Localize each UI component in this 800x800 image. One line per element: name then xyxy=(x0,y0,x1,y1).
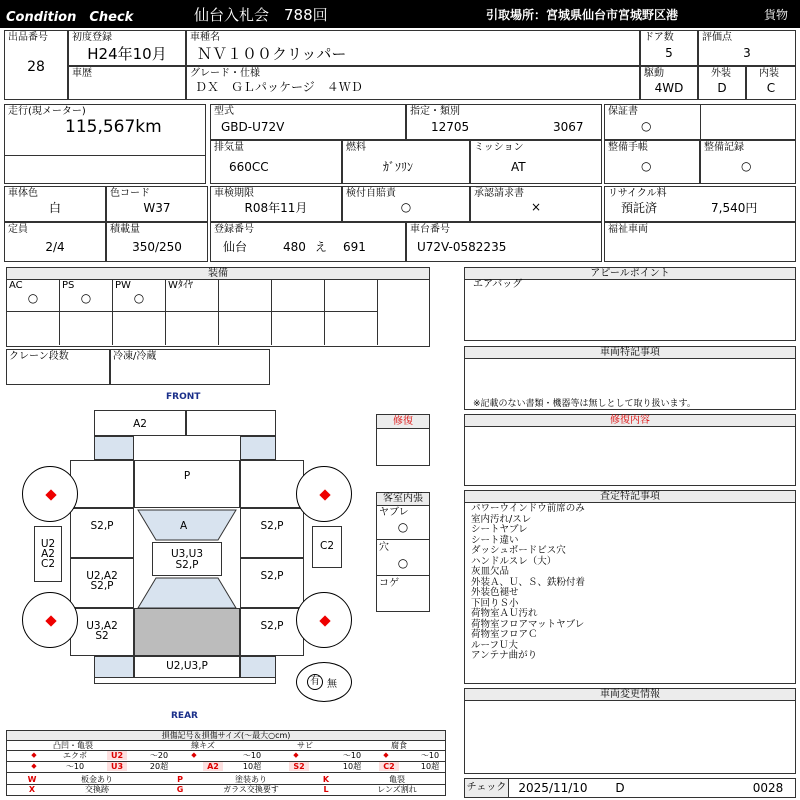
legend-code: C2 xyxy=(379,762,399,771)
mission-cell xyxy=(470,140,602,184)
approval-cell xyxy=(470,186,602,222)
load-cell xyxy=(106,222,208,262)
legend-size: ～10 xyxy=(342,751,362,760)
legend-group-corrosion: 腐食 xyxy=(391,741,407,750)
service-record-cell xyxy=(700,140,796,184)
panel-rear-door-right-label: S2,P xyxy=(260,570,284,582)
check-row xyxy=(464,778,796,798)
panel-rear-window[interactable] xyxy=(134,576,240,610)
model-name: ＮＶ１００クリッパー xyxy=(197,45,347,63)
doors-cell xyxy=(640,30,698,66)
panel-rear-door-left[interactable] xyxy=(70,558,134,608)
equipment-empty xyxy=(219,312,272,345)
panel-rear-quarter-left[interactable] xyxy=(70,608,134,656)
legend-size: 10超 xyxy=(242,762,262,771)
panel-taillight-left[interactable] xyxy=(94,656,134,678)
wheel-rear-left-icon[interactable] xyxy=(22,592,78,648)
recycle-label: リサイクル料 xyxy=(608,188,667,199)
service-book-cell xyxy=(604,140,700,184)
cabin-burn-label: コゲ xyxy=(379,578,399,589)
lot-cell xyxy=(4,30,68,100)
warranty-divider xyxy=(700,105,701,139)
panel-front-bumper-left[interactable] xyxy=(94,410,186,436)
panel-headlight-left[interactable] xyxy=(94,436,134,460)
repair-detail-title: 修復内容 xyxy=(465,415,795,427)
appeal-text: エアバッグ xyxy=(473,279,523,290)
exterior-label: 外装 xyxy=(711,68,731,79)
exterior-cell xyxy=(698,66,746,100)
equipment-empty xyxy=(219,280,272,312)
panel-headlight-right[interactable] xyxy=(240,436,276,460)
legend-group-rust: サビ xyxy=(297,741,313,750)
legend-size: ～10 xyxy=(420,751,440,760)
equipment-pw-mark: ○ xyxy=(133,291,145,305)
diamond-icon: ◆ xyxy=(191,751,197,759)
first-reg-label: 初度登録 xyxy=(72,32,112,43)
wheel-front-right-icon[interactable] xyxy=(296,466,352,522)
panel-front-door-right-label: S2,P xyxy=(260,520,284,532)
lot-label: 出品番号 xyxy=(8,32,48,43)
displacement-cell xyxy=(210,140,342,184)
legend-code: U2 xyxy=(107,751,127,760)
panel-rear-gate[interactable] xyxy=(134,608,240,656)
panel-rear-quarter-right-label: S2,P xyxy=(260,620,284,632)
panel-side-left[interactable] xyxy=(34,526,62,582)
inspection-note: 荷物室フロアＣ xyxy=(471,629,538,640)
chassis-value: U72V-0582235 xyxy=(417,240,507,254)
inspection-note: パワーウインドウ前席のみ xyxy=(471,503,585,514)
mileage-cell xyxy=(4,104,206,184)
wheel-rear-right-icon[interactable] xyxy=(296,592,352,648)
header-bar xyxy=(0,0,800,28)
service-record-label: 整備記録 xyxy=(704,142,744,153)
liability-label: 検付自賠責 xyxy=(346,188,396,199)
equipment-empty xyxy=(272,312,325,345)
legend-size: ～10 xyxy=(242,751,262,760)
check-grade: D xyxy=(615,781,625,795)
cabin-divider xyxy=(377,575,429,576)
legend-code: K xyxy=(322,775,330,784)
panel-rear-bumper[interactable] xyxy=(134,656,240,678)
load-label: 積載量 xyxy=(110,224,140,235)
mission-value: AT xyxy=(511,160,526,174)
inspection-label: 車検期限 xyxy=(214,188,254,199)
legend-desc: 塗装あり xyxy=(235,775,267,784)
inspection-note: シートヤブレ xyxy=(471,524,528,535)
history-label: 車歴 xyxy=(72,68,92,79)
legend-desc: 亀裂 xyxy=(389,775,405,784)
inspection-note: 室内汚れ/スレ xyxy=(471,513,532,525)
body-color-value: 白 xyxy=(48,201,61,215)
drive-value: 4WD xyxy=(654,81,684,95)
special-box xyxy=(464,346,796,410)
reg-no-label: 登録番号 xyxy=(214,224,254,235)
inspection-note: 下回りＳ小 xyxy=(471,597,519,609)
inspection-note: アンテナ曲がり xyxy=(471,650,538,661)
model-label: 車種名 xyxy=(190,32,220,43)
special-note: ※記載のない書類・機器等は無しとして取り扱います。 xyxy=(473,399,696,409)
panel-front-fender-right[interactable] xyxy=(240,460,304,508)
inspection-value: R08年11月 xyxy=(244,201,308,215)
panel-taillight-right[interactable] xyxy=(240,656,276,678)
cargo-label: 貨物 xyxy=(764,8,789,22)
legend-group-dent: 凸凹・亀裂 xyxy=(53,741,93,750)
crane-label: クレーン段数 xyxy=(9,351,69,362)
warranty-mark: ○ xyxy=(641,119,652,133)
warranty-cell xyxy=(604,104,796,140)
equipment-ps-mark: ○ xyxy=(80,291,92,305)
inspection-note: 荷物室フロアマットヤブレ xyxy=(471,618,585,630)
inspection-note: 外装Ａ、Ｕ、Ｓ、鉄粉付着 xyxy=(471,576,586,588)
history-cell xyxy=(68,66,186,100)
mileage-label: 走行(現メーター) xyxy=(8,106,86,117)
legend-size: ～20 xyxy=(149,751,169,760)
diamond-icon: ◆ xyxy=(31,751,37,759)
grade-value: ＤＸ ＧＬパッケージ ４ＷＤ xyxy=(195,80,363,94)
repair-box-title: 修復 xyxy=(377,415,429,429)
inspection-notes-box xyxy=(464,490,796,684)
reg-class: 480 xyxy=(283,240,306,254)
body-color-label: 車体色 xyxy=(8,188,38,199)
legend-desc: ガラス交換要す xyxy=(223,785,279,794)
equipment-ac-mark: ○ xyxy=(27,291,39,305)
repair-box xyxy=(376,414,430,466)
panel-hood-label: P xyxy=(183,470,191,482)
designation-cell xyxy=(406,104,602,140)
legend-desc: レンズ割れ xyxy=(377,785,417,794)
color-code-cell xyxy=(106,186,208,222)
mileage-divider xyxy=(5,155,205,156)
designation-label: 指定・類別 xyxy=(410,106,460,117)
inspection-notes-list xyxy=(471,504,585,662)
equipment-ac-label: AC xyxy=(9,280,23,291)
equipment-item-ps xyxy=(60,280,113,312)
equipment-item-ac xyxy=(7,280,60,312)
interior-cell xyxy=(746,66,796,100)
equipment-title: 装備 xyxy=(7,268,429,280)
grade-cell xyxy=(186,66,640,100)
repair-detail-box xyxy=(464,414,796,486)
legend-size: 10超 xyxy=(342,762,362,771)
special-title: 車両特記事項 xyxy=(465,347,795,359)
score-cell xyxy=(698,30,796,66)
equipment-empty xyxy=(272,280,325,312)
panel-rear-door-right[interactable] xyxy=(240,558,304,608)
cabin-box xyxy=(376,492,430,612)
drive-cell xyxy=(640,66,698,100)
panel-front-door-right[interactable] xyxy=(240,508,304,558)
check-label: チェック xyxy=(465,779,509,797)
service-book-mark: ○ xyxy=(641,159,652,173)
diamond-icon: ◆ xyxy=(383,751,389,759)
legend-row-1 xyxy=(7,751,445,762)
equipment-grid xyxy=(7,280,429,344)
chassis-cell xyxy=(406,222,602,262)
legend-code: P xyxy=(177,775,183,784)
crane-cell xyxy=(6,349,110,385)
lot-number: 28 xyxy=(27,59,45,75)
reg-kana: え xyxy=(315,240,328,254)
load-value: 350/250 xyxy=(132,240,182,254)
reg-no-cell xyxy=(210,222,406,262)
designation-a: 12705 xyxy=(431,120,470,134)
freezer-cell xyxy=(110,349,270,385)
check-date: 2025/11/10 xyxy=(518,781,588,795)
liability-cell xyxy=(342,186,470,222)
body-color-cell xyxy=(4,186,106,222)
liability-mark: ○ xyxy=(400,200,412,214)
cabin-divider xyxy=(377,539,429,540)
brand-title: Condition Check xyxy=(6,10,134,25)
panel-hood[interactable] xyxy=(134,460,240,508)
designation-b: 3067 xyxy=(553,120,584,134)
change-info-box xyxy=(464,688,796,774)
rear-label: REAR xyxy=(171,711,198,721)
drive-label: 駆動 xyxy=(644,68,664,79)
freezer-label: 冷凍/冷蔵 xyxy=(113,351,157,362)
score-value: 3 xyxy=(743,46,751,60)
type-value: GBD-U72V xyxy=(221,120,285,134)
legend-row-2 xyxy=(7,762,445,773)
recycle-fee: 7,540円 xyxy=(711,201,758,215)
pickup-location: 引取場所：宮城県仙台市宮城野区港 xyxy=(486,8,679,22)
fuel-label: 燃料 xyxy=(346,142,366,153)
legend-size: 20超 xyxy=(149,762,169,771)
inspection-note: ハンドルスレ（大） xyxy=(471,555,557,567)
panel-roof[interactable] xyxy=(152,542,222,576)
inspection-note: ダッシュボードビス穴 xyxy=(471,545,566,556)
cabin-title: 客室内張 xyxy=(377,493,429,506)
auction-title: 仙台入札会 788回 xyxy=(194,6,328,24)
capacity-cell xyxy=(4,222,106,262)
interior-label: 内装 xyxy=(759,68,779,79)
approval-label: 承認請求書 xyxy=(474,188,524,199)
spare-yes: 有 xyxy=(307,674,323,690)
equipment-item-wtire xyxy=(166,280,219,312)
chassis-label: 車台番号 xyxy=(410,224,450,235)
legend-row-3 xyxy=(7,775,445,785)
reg-num: 691 xyxy=(343,240,366,254)
first-reg-value: H24年10月 xyxy=(87,45,167,63)
inspection-notes-title: 査定特記事項 xyxy=(465,491,795,503)
inspection-note: シート違い xyxy=(471,534,519,546)
legend-box xyxy=(6,730,446,796)
doors-value: 5 xyxy=(665,46,673,60)
equipment-empty xyxy=(7,312,60,345)
fuel-cell xyxy=(342,140,470,184)
equipment-wtire-label: Wﾀｲﾔ xyxy=(168,280,193,291)
equipment-empty xyxy=(113,312,166,345)
reg-city: 仙台 xyxy=(223,240,248,254)
equipment-empty xyxy=(325,280,378,312)
legend-group-scratch: 線キズ xyxy=(191,741,215,750)
panel-front-bumper-right[interactable] xyxy=(186,410,276,436)
legend-size: ～10 xyxy=(65,762,85,771)
appeal-box xyxy=(464,267,796,341)
panel-side-right-label: C2 xyxy=(319,540,334,552)
service-record-mark: ○ xyxy=(741,159,752,173)
diamond-icon: ◆ xyxy=(293,751,299,759)
check-number: 0028 xyxy=(752,781,784,795)
spare-tire-icon[interactable] xyxy=(296,662,352,702)
front-label: FRONT xyxy=(166,392,201,402)
color-code-label: 色コード xyxy=(110,188,150,199)
warranty-label: 保証書 xyxy=(608,106,638,117)
displacement-value: 660CC xyxy=(229,160,269,174)
panel-windshield-label: A xyxy=(180,520,188,532)
approval-mark: × xyxy=(530,200,542,214)
first-reg-cell xyxy=(68,30,186,66)
type-label: 型式 xyxy=(214,106,234,117)
equipment-ps-label: PS xyxy=(62,280,75,291)
doors-label: ドア数 xyxy=(644,32,674,43)
legend-row-4 xyxy=(7,785,445,795)
cabin-hole-mark: ○ xyxy=(397,556,409,570)
displacement-label: 排気量 xyxy=(214,142,244,153)
legend-code: W xyxy=(27,775,37,784)
panel-front-bumper-label: A2 xyxy=(133,418,147,430)
equipment-pw-label: PW xyxy=(115,280,131,291)
spare-no: 無 xyxy=(327,679,337,690)
grade-label: グレード・仕様 xyxy=(190,68,260,79)
service-book-label: 整備手帳 xyxy=(608,142,648,153)
panel-side-right[interactable] xyxy=(312,526,342,568)
model-cell xyxy=(186,30,640,66)
legend-group-row xyxy=(7,741,445,751)
welfare-label: 福祉車両 xyxy=(608,224,648,235)
color-code-value: W37 xyxy=(143,201,171,215)
inspection-cell xyxy=(210,186,342,222)
change-info-title: 車両変更情報 xyxy=(465,689,795,701)
appeal-title: アピールポイント xyxy=(465,268,795,280)
legend-code: G xyxy=(176,785,184,794)
panel-side-left-label: U2 A2 C2 xyxy=(40,538,56,570)
capacity-label: 定員 xyxy=(8,224,28,235)
interior-value: C xyxy=(766,81,776,95)
equipment-empty xyxy=(166,312,219,345)
cabin-tear-mark: ○ xyxy=(397,520,409,534)
panel-front-fender-left[interactable] xyxy=(70,460,134,508)
legend-code: S2 xyxy=(289,762,309,771)
recycle-status: 預託済 xyxy=(621,201,658,215)
panel-rear-quarter-left-label: U3,A2 S2 xyxy=(86,620,118,642)
cabin-tear-label: ヤブレ xyxy=(379,507,409,518)
legend-sub-dimple: エクボ xyxy=(63,751,87,760)
panel-rear-quarter-right[interactable] xyxy=(240,608,304,656)
inspection-note: 外装色褪せ xyxy=(471,587,519,598)
recycle-cell xyxy=(604,186,796,222)
wheel-front-left-icon[interactable] xyxy=(22,466,78,522)
legend-code: A2 xyxy=(203,762,223,771)
equipment-box xyxy=(6,267,430,347)
panel-rear-bumper-lower[interactable] xyxy=(94,678,276,684)
legend-size: 10超 xyxy=(420,762,440,771)
diamond-icon: ◆ xyxy=(31,762,37,770)
panel-rear-bumper-label: U2,U3,P xyxy=(166,660,208,672)
equipment-empty xyxy=(60,312,113,345)
capacity-value: 2/4 xyxy=(45,240,65,254)
welfare-cell xyxy=(604,222,796,262)
type-cell xyxy=(210,104,406,140)
exterior-value: D xyxy=(717,81,727,95)
panel-front-door-left-label: S2,P xyxy=(90,520,114,532)
fuel-value: ｶﾞｿﾘﾝ xyxy=(383,160,414,174)
inspection-note: 荷物室ＡＵ汚れ xyxy=(471,608,538,619)
legend-code: U3 xyxy=(107,762,127,771)
mission-label: ミッション xyxy=(474,142,524,153)
legend-title: 損傷記号＆損傷サイズ(～最大○cm) xyxy=(7,731,445,741)
legend-desc: 板金あり xyxy=(81,775,113,784)
inspection-note: ルーフＵ大 xyxy=(471,639,519,651)
cabin-hole-label: 穴 xyxy=(379,542,389,553)
equipment-item-pw xyxy=(113,280,166,312)
panel-roof-label: U3,U3 S2,P xyxy=(170,548,204,571)
inspection-note: 灰皿欠品 xyxy=(471,566,510,577)
equipment-empty xyxy=(325,312,378,345)
panel-rear-door-left-label: U2,A2 S2,P xyxy=(86,570,118,592)
legend-desc: 交換跡 xyxy=(85,785,109,794)
legend-code: X xyxy=(28,785,36,794)
legend-code: L xyxy=(323,785,329,794)
mileage-value: 115,567km xyxy=(65,117,162,137)
score-label: 評価点 xyxy=(702,32,732,43)
panel-front-door-left[interactable] xyxy=(70,508,134,558)
